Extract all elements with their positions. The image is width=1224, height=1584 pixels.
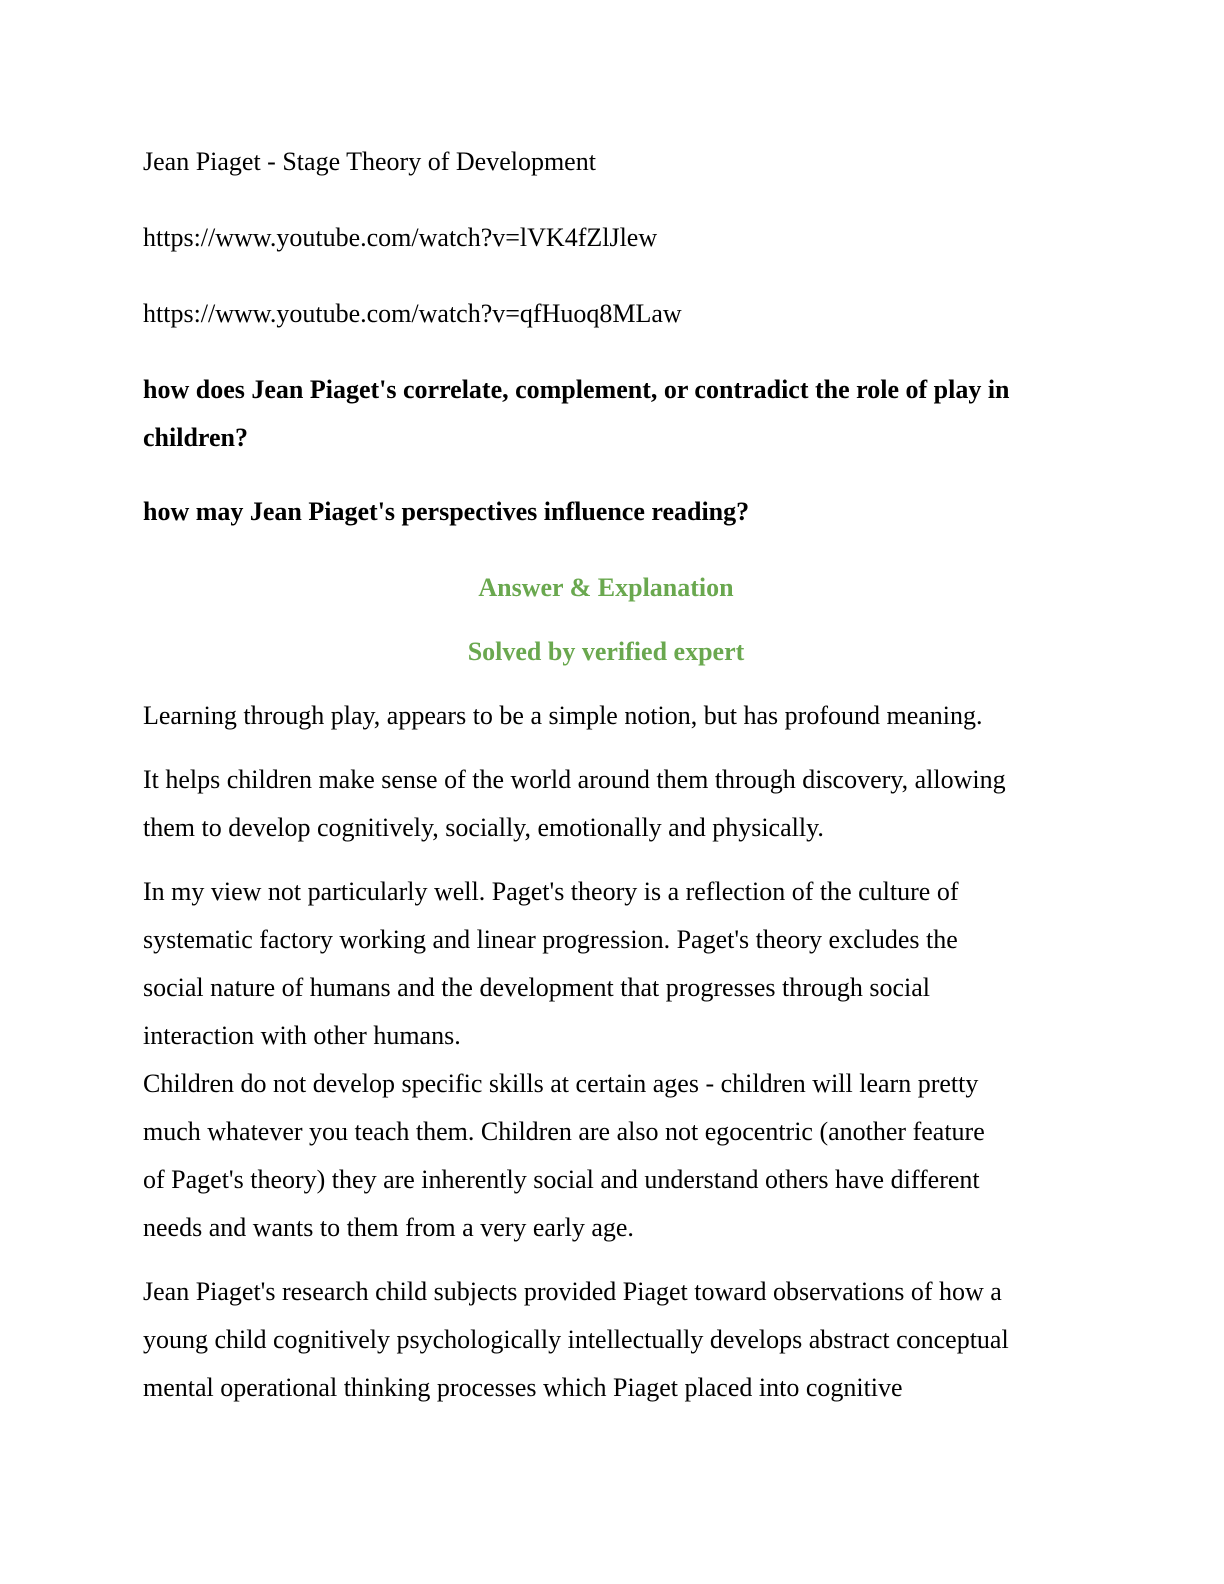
question-1-line-1: how does Jean Piaget's correlate, complement, or contradict the role of play in (143, 375, 1010, 404)
paragraph-line: of Paget's theory) they are inherently social and understand others have different (143, 1165, 980, 1194)
paragraph-line: mental operational thinking processes which Piaget placed into cognitive (143, 1373, 903, 1402)
answer-paragraph-1 (143, 692, 1083, 740)
answer-heading: Answer & Explanation (478, 573, 734, 602)
paragraph-line: interaction with other humans. (143, 1021, 461, 1050)
document-title: Jean Piaget - Stage Theory of Development (143, 147, 596, 176)
answer-paragraph-4 (143, 1268, 1083, 1412)
paragraph-line: them to develop cognitively, socially, emotionally and physically. (143, 813, 824, 842)
paragraph-line: Children do not develop specific skills at certain ages - children will learn pretty (143, 1069, 979, 1098)
answer-subheading: Solved by verified expert (467, 637, 745, 666)
paragraph-line: It helps children make sense of the world around them through discovery, allowing (143, 765, 1006, 794)
answer-paragraph-3 (143, 868, 1083, 1252)
answer-paragraph-2 (143, 756, 1083, 852)
paragraph-line: Jean Piaget's research child subjects provided Piaget toward observations of how a (143, 1277, 1002, 1306)
paragraph-line: social nature of humans and the development that progresses through social (143, 973, 931, 1002)
document-page (143, 138, 1083, 1412)
paragraph-line: young child cognitively psychologically intellectually develops abstract conceptual (143, 1325, 1009, 1354)
question-1-line-2: children? (143, 423, 248, 452)
question-1 (143, 366, 1083, 462)
paragraph-line: In my view not particularly well. Paget's theory is a reflection of the culture of (143, 877, 959, 906)
paragraph-line: much whatever you teach them. Children are also not egocentric (another feature (143, 1117, 985, 1146)
video-link-2[interactable]: https://www.youtube.com/watch?v=qfHuoq8MLaw (143, 299, 682, 328)
paragraph-line: Learning through play, appears to be a simple notion, but has profound meaning. (143, 701, 983, 730)
video-link-1[interactable]: https://www.youtube.com/watch?v=lVK4fZlJlew (143, 223, 658, 252)
paragraph-line: systematic factory working and linear progression. Paget's theory excludes the (143, 925, 958, 954)
paragraph-line: needs and wants to them from a very early age. (143, 1213, 634, 1242)
question-2: how may Jean Piaget's perspectives influence reading? (143, 497, 750, 526)
